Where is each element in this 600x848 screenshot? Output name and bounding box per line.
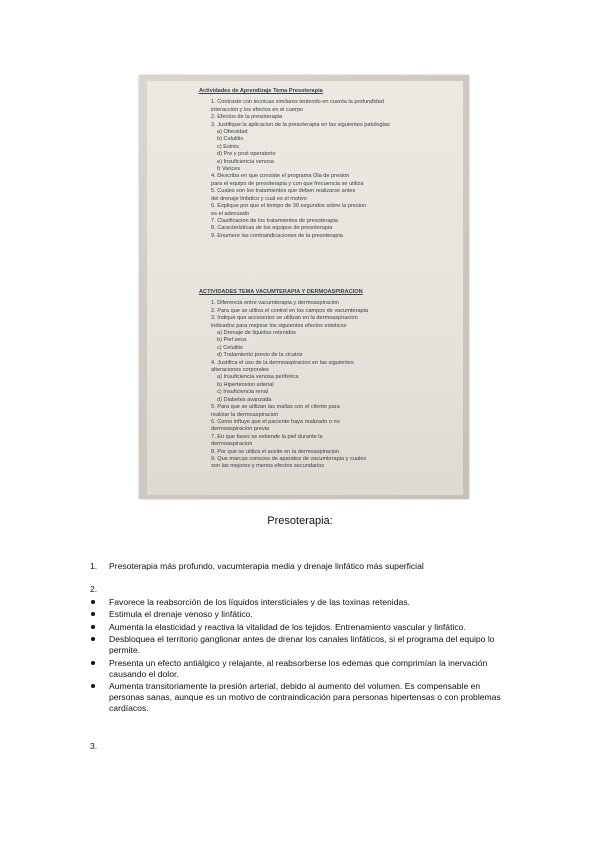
answer-2-item: Desbloquea el territorio ganglionar antes de drenar los canales linfáticos, si el programa del equipo lo permite.	[90, 634, 510, 656]
worksheet-photo	[139, 75, 469, 499]
worksheet-line: e) Insuficiencia venosa	[217, 158, 274, 165]
worksheet-line: 4. Describa en que consiste el programa Ola de presion	[211, 173, 350, 180]
worksheet-line: b) Hipertension arterial	[217, 381, 274, 388]
worksheet-line: a) Insuficiencia venosa periferica	[217, 374, 299, 381]
worksheet-line: interacción y los efectos en el cuerpo	[211, 106, 304, 113]
worksheet-line: 1. Contraste con tecnicas similares teniendo en cuenta la profundidad	[211, 99, 384, 106]
worksheet-line: indicados para mejorar los siguientes efectos esteticos	[211, 322, 347, 329]
worksheet-line: 8. Por que se utiliza el aceite en la dermoaspiracion	[211, 448, 340, 455]
worksheet-section-heading: ACTIVIDADES TEMA VACUMTERAPIA Y DERMOASPIRACION	[199, 289, 363, 295]
worksheet-line: es el adecuado	[211, 210, 249, 217]
worksheet-line: 7. En que fases se extiende la piel durante la	[211, 433, 323, 440]
answer-2-item: Favorece la reabsorción de los líquidos intersticiales y de las toxinas retenidas.	[90, 597, 510, 608]
worksheet-line: 2. Efectos de la presoterapia	[211, 114, 283, 121]
worksheet-line: 3. Justifique la aplicacion de la presoterapia en las siguientes patologias	[211, 121, 390, 128]
section-caption: Presoterapia:	[267, 515, 333, 527]
worksheet-paper	[147, 81, 463, 495]
worksheet-line: 6. Explique por que el tiempo de 30 segundos sobre la presion	[211, 203, 367, 210]
worksheet-line: 5. Para que se utilizan las mallas con el cliente para	[211, 404, 340, 411]
worksheet-section-vacumterapia	[199, 289, 449, 471]
worksheet-line: 7. Clasificacion de los tratamientos de presoterapia	[211, 217, 338, 224]
answer-2-item: Estimula el drenaje venoso y linfático.	[90, 609, 510, 620]
answer-2-item: Aumenta la elasticidad y reactiva la vitalidad de los tejidos. Entrenamiento vascular y linfático.	[90, 622, 510, 633]
worksheet-section-lines	[199, 99, 449, 240]
worksheet-section-heading: Actividades de Aprendizaje Tema Presoterapia	[199, 88, 323, 94]
worksheet-line: d) Diabetes avanzada	[217, 396, 272, 403]
worksheet-section-lines	[199, 300, 449, 470]
worksheet-line: c) Estrés	[217, 143, 240, 150]
worksheet-line: b) Piel seca	[217, 337, 247, 344]
worksheet-line: 8. Caracteristicas de los equipos de presoterapia	[211, 225, 333, 232]
answer-2-item: Aumenta transitoriamente la presión arterial, debido al aumento del volumen. Es compensable en personas sanas, aunque es un motivo de contraindicación para personas hipertensas o con problemas cardíacos.	[90, 681, 510, 714]
worksheet-line: 5. Cuales son los tratamientos que deben realizarse antes	[211, 188, 356, 195]
worksheet-line: para el equipo de presoterapia y con que frecuencia se utiliza	[211, 180, 364, 187]
worksheet-line: del drenaje linfatico y cual es el motivo	[211, 195, 307, 202]
worksheet-line: c) Insuficiencia renal	[217, 389, 268, 396]
worksheet-line: dermoaspiracion	[211, 441, 253, 448]
worksheet-section-presoterapia	[199, 88, 449, 240]
worksheet-line: a) Drenaje de liquidos retenidos	[217, 330, 296, 337]
worksheet-line: 3. Indique que accesorios se utilizan en la dermoaspiracion	[211, 315, 358, 322]
worksheet-line: c) Celulitis	[217, 344, 243, 351]
worksheet-line: son las mejores y menos efectos secundarios	[211, 463, 325, 470]
worksheet-line: 9. Enumere las contraindicaciones de la presoterapia	[211, 232, 343, 239]
worksheet-line: a) Obesidad	[217, 129, 248, 136]
worksheet-line: dermoaspiracion previa	[211, 426, 270, 433]
answer-2-list	[90, 597, 510, 715]
worksheet-line: 4. Justifica el uso de la dermoaspiracion en las siguientes	[211, 359, 354, 366]
worksheet-line: alteraciones corporales	[211, 367, 269, 374]
worksheet-line: 9. Que marcas conoces de aparatos de vacumterapia y cuales	[211, 455, 367, 462]
worksheet-line: 6. Como influye que el paciente haya realizado o no	[211, 418, 340, 425]
worksheet-line: 2. Para que se utiliza el control en los campos de vacumterapia	[211, 307, 369, 314]
answer-number-3: 3.	[90, 741, 98, 751]
worksheet-line: b) Celulitis	[217, 136, 244, 143]
answer-2-item: Presenta un efecto antiálgico y relajante, al reabsorberse los edemas que comprimían la inervación causando el dolor.	[90, 658, 510, 680]
worksheet-line: d) Tratamiento previo de la cicatriz	[217, 352, 303, 359]
worksheet-line: realizar la dermoaspiracion	[211, 411, 279, 418]
worksheet-line: d) Pre y post operatorio	[217, 151, 276, 158]
answer-number-1: 1.	[90, 561, 98, 571]
answer-1-text: Presoterapia más profundo, vacumterapia media y drenaje linfático más superficial	[109, 561, 424, 571]
worksheet-line: f) Varices	[217, 166, 241, 173]
answer-number-2: 2.	[90, 584, 98, 594]
worksheet-line: 1. Diferencia entre vacumterapia y dermoaspiracion	[211, 300, 340, 307]
